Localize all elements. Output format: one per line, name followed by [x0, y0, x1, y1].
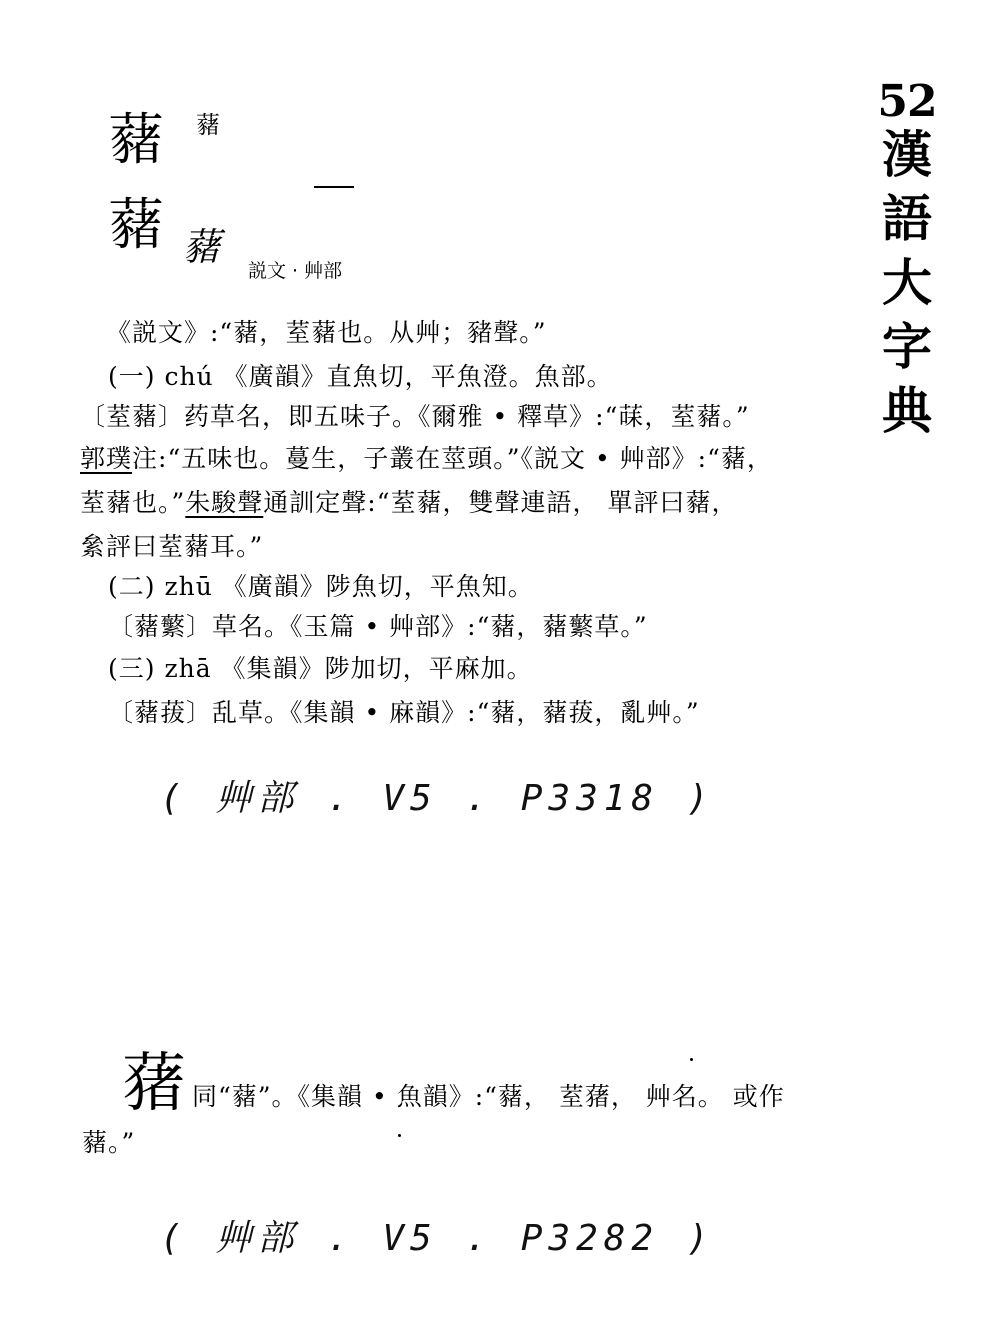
variant-char: 藸 [196, 111, 220, 139]
title-char: 大 [882, 253, 932, 312]
handwritten-note: ( 艸部 . V5 . P3282 ) [160, 1218, 715, 1259]
page-number: 52 [877, 76, 937, 127]
entry-line: (二) zhū 《廣韻》陟魚切，平魚知。 [108, 572, 534, 601]
entry-line: 〔藸蘩〕草名。《玉篇 • 艸部》:“藸，藸蘩草。” [108, 612, 648, 641]
entry-line [80, 446, 773, 471]
person-name: 郭璞 [80, 444, 133, 473]
entry-line: 藸。” [82, 1128, 136, 1157]
seal-caption: 説文 · 艸部 [248, 260, 343, 282]
headword-char-3: 蕏 [122, 1047, 186, 1121]
handwritten-note: ( 艸部 . V5 . P3318 ) [160, 778, 715, 819]
divider-dash [314, 186, 354, 188]
person-name: 朱駿聲 [185, 488, 264, 517]
title-char: 語 [882, 189, 932, 248]
headword-char: 藸 [108, 108, 164, 173]
title-char: 典 [882, 381, 932, 440]
title-char: 字 [882, 317, 932, 376]
entry-text: 注:“五味也。蔓生，子叢在莖頭。”《説文 • 艸部》:“藸， [132, 444, 773, 473]
scan-speck [690, 1058, 693, 1061]
title-char: 漢 [882, 125, 932, 184]
entry-line: 絫評曰荎藸耳。” [80, 532, 264, 561]
entry-line: 《説文》:“藸，荎藸也。从艸；豬聲。” [106, 318, 547, 347]
entry-line: (一) chú 《廣韻》直魚切，平魚澄。魚部。 [108, 362, 613, 391]
entry-line [80, 490, 737, 515]
entry-line: (三) zhā 《集韻》陟加切，平麻加。 [108, 654, 533, 683]
dictionary-title [872, 76, 942, 450]
seal-script-char: 藸 [182, 225, 221, 269]
scan-speck [398, 1134, 401, 1137]
entry-line: 〔藸菝〕乱草。《集韻 • 麻韻》:“藸，藸菝，亂艸。” [108, 698, 700, 727]
entry-text: 荎藸也。” [80, 488, 186, 517]
entry-line: 〔荎藸〕药草名，即五味子。《爾雅 • 釋草》:“菋，荎藸。” [80, 402, 750, 431]
entry-line: 同“藸”。《集韻 • 魚韻》:“藸， 荎蕏， 艸名。 或作 [192, 1082, 785, 1111]
headword-char-2: 藸 [108, 193, 164, 258]
entry-text: 通訓定聲:“荎藸，雙聲連語， 單評曰藸， [263, 488, 738, 517]
